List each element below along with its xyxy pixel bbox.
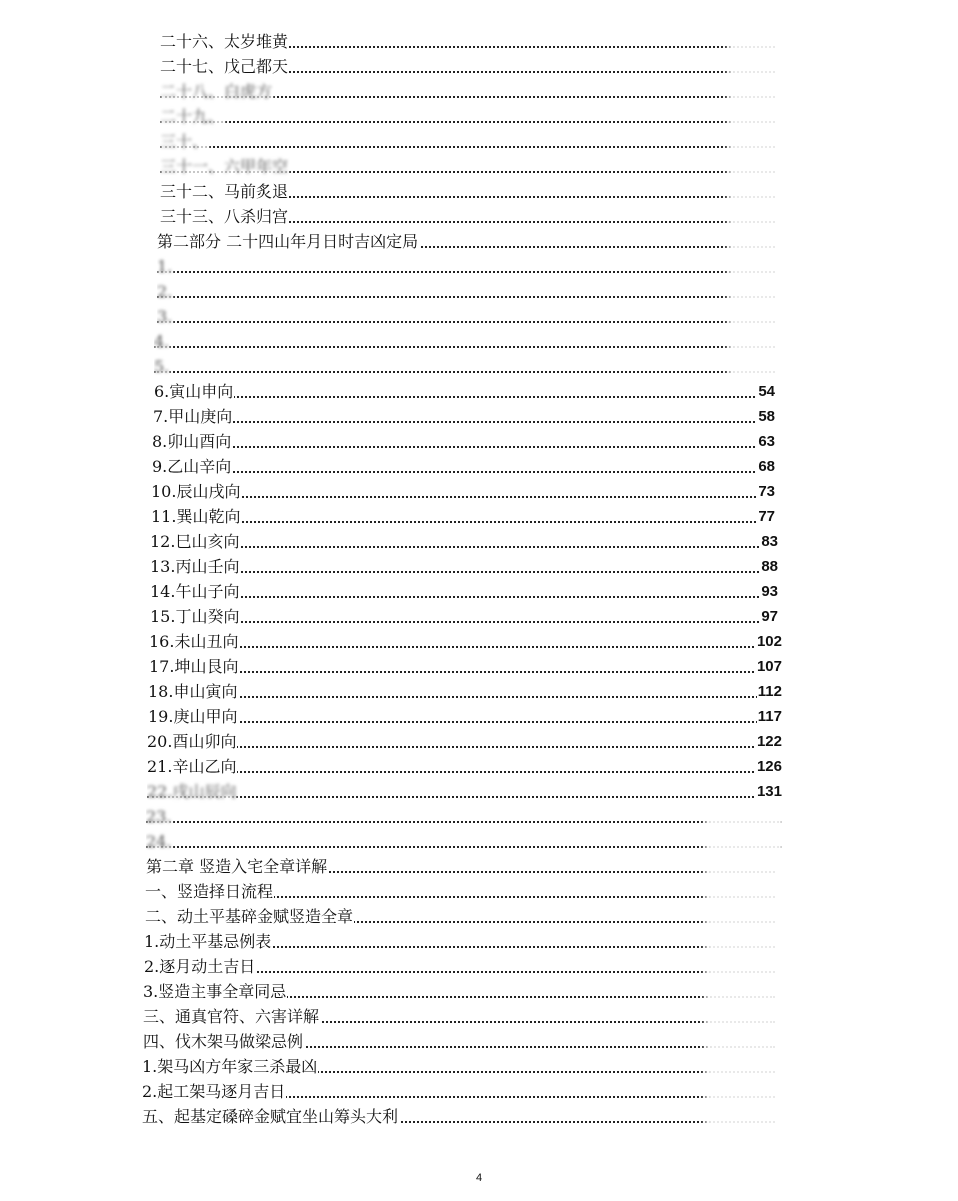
dot-leader	[152, 471, 775, 473]
toc-entry-page: 126	[756, 755, 782, 779]
dot-leader	[157, 296, 775, 298]
toc-entry-page: 88	[760, 555, 778, 579]
toc-entry-title: 2.	[157, 280, 173, 304]
dot-leader	[154, 346, 775, 348]
dot-leader	[149, 646, 782, 648]
toc-entry	[160, 130, 775, 154]
dot-leader	[160, 146, 775, 148]
dot-leader	[146, 821, 782, 823]
toc-entry-title: 15.丁山癸向	[150, 605, 240, 629]
dot-leader	[157, 271, 775, 273]
toc-entry	[146, 855, 775, 879]
toc-entry	[146, 830, 782, 854]
toc-entry	[149, 630, 782, 654]
toc-entry	[150, 555, 778, 579]
toc-entry-title: 第二章 竖造入宅全章详解	[146, 855, 328, 879]
smudged-region	[728, 30, 788, 390]
toc-entry	[160, 55, 775, 79]
toc-entry	[151, 480, 775, 504]
toc-entry-title: 四、伐木架马做梁忌例	[143, 1030, 304, 1054]
toc-entry-title: 三十二、马前炙退	[160, 180, 289, 204]
toc-entry-title: 2.逐月动土吉日	[144, 955, 256, 979]
toc-entry-title: 24.	[146, 830, 172, 854]
toc-entry-page: 54	[757, 380, 775, 404]
toc-entry-title: 16.未山丑向	[149, 630, 239, 654]
dot-leader	[148, 721, 782, 723]
dot-leader	[157, 321, 775, 323]
toc-entry	[157, 255, 775, 279]
toc-entry-title: 20.酉山卯向	[147, 730, 237, 754]
toc-entry-title: 三十、	[160, 130, 209, 154]
toc-entry-page: 131	[756, 780, 782, 804]
toc-entry	[143, 1030, 775, 1054]
toc-entry	[160, 180, 775, 204]
toc-entry-title: 二、动土平基碎金赋竖造全章	[145, 905, 354, 929]
toc-entry-title: 3.	[157, 305, 173, 329]
dot-leader	[150, 546, 778, 548]
dot-leader	[150, 596, 778, 598]
toc-entry-title: 1.架马凶方年家三杀最凶	[142, 1055, 318, 1079]
toc-entry-title: 三、通真官符、六害详解	[143, 1005, 320, 1029]
dot-leader	[150, 571, 778, 573]
toc-entry-title: 2.起工架马逐月吉日	[142, 1080, 286, 1104]
smudged-region	[705, 810, 785, 1140]
toc-entry	[143, 1005, 775, 1029]
toc-entry-title: 二十七、戊己都天	[160, 55, 289, 79]
toc-entry-title: 12.巳山亥向	[150, 530, 240, 554]
toc-entry-page: 122	[756, 730, 782, 754]
dot-leader	[160, 121, 775, 123]
toc-entry	[151, 505, 775, 529]
dot-leader	[148, 696, 782, 698]
toc-entry	[146, 805, 782, 829]
toc-entry-page: 117	[757, 705, 782, 729]
toc-entry-title: 19.庚山甲向	[148, 705, 238, 729]
toc-entry-title: 10.辰山戌向	[151, 480, 241, 504]
dot-leader	[151, 521, 775, 523]
dot-leader	[154, 396, 775, 398]
toc-entry-title: 五、起基定磉碎金赋宜坐山筹头大利	[142, 1105, 399, 1129]
toc-entry	[150, 605, 778, 629]
toc-entry	[154, 380, 775, 404]
toc-entry-title: 14.午山子向	[150, 580, 240, 604]
toc-entry-page: 93	[760, 580, 778, 604]
toc-entry	[143, 980, 775, 1004]
toc-entry	[154, 355, 775, 379]
toc-entry	[144, 930, 775, 954]
toc-entry	[145, 905, 775, 929]
toc-entry	[148, 680, 782, 704]
toc-entry	[160, 105, 775, 129]
toc-entry	[147, 755, 782, 779]
toc-entry-title: 21.辛山乙向	[147, 755, 237, 779]
toc-entry	[160, 30, 775, 54]
toc-entry	[147, 780, 782, 804]
toc-entry-page: 107	[756, 655, 782, 679]
toc-entry	[148, 705, 782, 729]
toc-entry-title: 二十九、	[160, 105, 225, 129]
toc-entry	[160, 155, 775, 179]
toc-entry	[142, 1105, 775, 1129]
toc-entry-title: 18.申山寅向	[148, 680, 238, 704]
toc-entry-title: 3.竖造主事全章同忌	[143, 980, 287, 1004]
toc-entry	[150, 530, 778, 554]
toc-entry-page: 83	[760, 530, 778, 554]
toc-entry-title: 17.坤山艮向	[149, 655, 239, 679]
toc-entry-title: 三十三、八杀归宫	[160, 205, 289, 229]
dot-leader	[154, 371, 775, 373]
toc-entry-title: 23.	[146, 805, 172, 829]
toc-entry	[145, 880, 775, 904]
toc-entry-page: 97	[760, 605, 778, 629]
dot-leader	[147, 796, 782, 798]
page-number: 4	[475, 1172, 483, 1184]
toc-entry-title: 13.丙山壬向	[150, 555, 240, 579]
toc-entry-title: 二十八、白虎方	[160, 80, 273, 104]
dot-leader	[150, 621, 778, 623]
toc-entry-title: 7.甲山庚向	[153, 405, 233, 429]
toc-entry-page: 112	[757, 680, 782, 704]
toc-entry-title: 22.戌山辰向	[147, 780, 237, 804]
toc-entry	[142, 1055, 775, 1079]
toc-entry-title: 二十六、太岁堆黄	[160, 30, 289, 54]
dot-leader	[151, 496, 775, 498]
dot-leader	[147, 771, 782, 773]
toc-entry-title: 5.	[154, 355, 170, 379]
toc-entry-title: 4.	[154, 330, 170, 354]
toc-entry-page: 102	[756, 630, 782, 654]
toc-entry	[154, 330, 775, 354]
toc-entry	[147, 730, 782, 754]
toc-entry	[150, 580, 778, 604]
toc-entry-title: 一、竖造择日流程	[145, 880, 274, 904]
dot-leader	[153, 421, 775, 423]
toc-entry-page: 68	[757, 455, 775, 479]
toc-entry-page: 77	[757, 505, 775, 529]
toc-entry-title: 8.卯山酉向	[152, 430, 232, 454]
toc-entry-page: 63	[757, 430, 775, 454]
toc-entry-title: 6.寅山申向	[154, 380, 234, 404]
toc-entry-page: 58	[757, 405, 775, 429]
toc-entry-title: 三十一、六甲年空	[160, 155, 289, 179]
dot-leader	[152, 446, 775, 448]
toc-entry-title: 11.巽山乾向	[151, 505, 241, 529]
toc-entry-title: 1.	[157, 255, 173, 279]
toc-entry-title: 9.乙山辛向	[152, 455, 232, 479]
toc-entry-title: 1.动土平基忌例表	[144, 930, 272, 954]
toc-entry	[157, 305, 775, 329]
toc-entry	[142, 1080, 775, 1104]
toc-entry	[157, 280, 775, 304]
toc-entry	[157, 230, 775, 254]
toc-entry-page: 73	[757, 480, 775, 504]
toc-entry	[152, 455, 775, 479]
toc-entry	[153, 405, 775, 429]
toc-entry	[160, 80, 775, 104]
toc-entry	[152, 430, 775, 454]
toc-entry	[149, 655, 782, 679]
dot-leader	[146, 846, 782, 848]
dot-leader	[147, 746, 782, 748]
toc-entry	[160, 205, 775, 229]
toc-entry	[144, 955, 775, 979]
toc-entry-title: 第二部分 二十四山年月日时吉凶定局	[157, 230, 419, 254]
dot-leader	[149, 671, 782, 673]
